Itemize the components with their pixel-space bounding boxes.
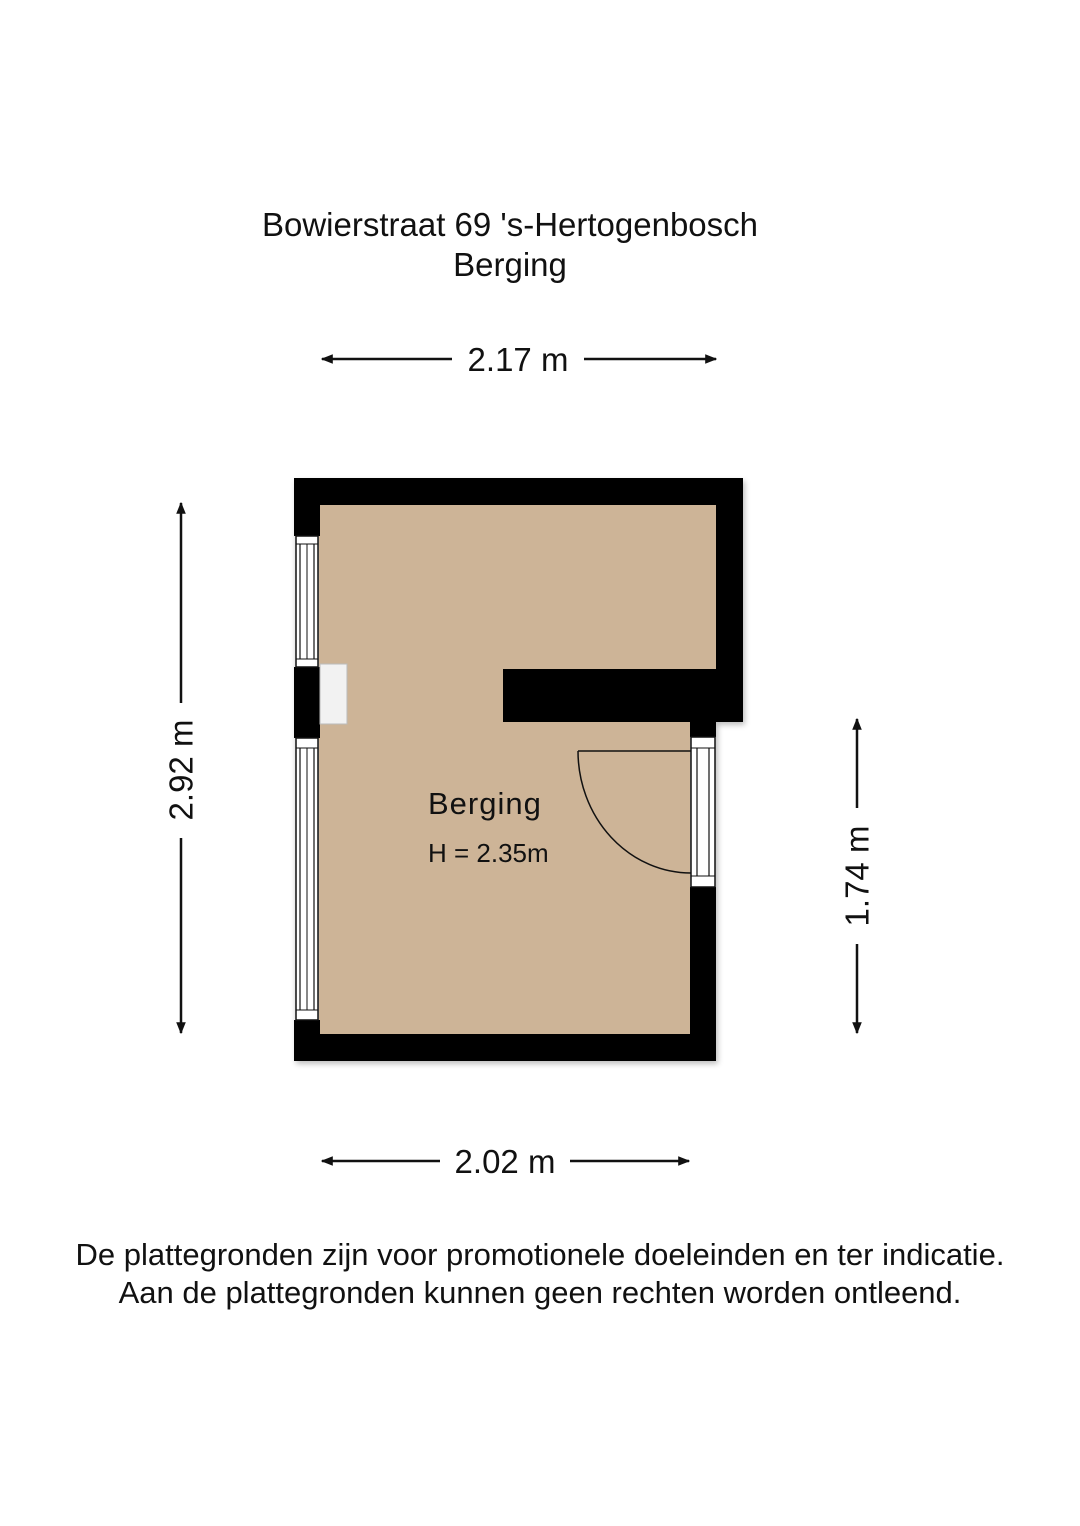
window-left-lower xyxy=(296,738,318,1020)
dimension-left-label: 2.92 m xyxy=(162,719,200,821)
dimension-bottom xyxy=(322,1143,689,1180)
address-title: Bowierstraat 69 's-Hertogenbosch xyxy=(261,206,759,243)
dimension-left xyxy=(163,503,200,1033)
dimension-bottom-label: 2.02 m xyxy=(454,1143,556,1180)
room-floor xyxy=(319,503,716,1034)
dimension-top xyxy=(322,341,716,378)
dimension-top-label: 2.17 m xyxy=(467,341,569,378)
left-wall-middle xyxy=(294,667,320,738)
bottom-wall xyxy=(294,1034,716,1061)
dimension-right xyxy=(839,719,876,1033)
window-left-upper xyxy=(296,536,318,667)
room-height: H = 2.35m xyxy=(428,838,549,868)
disclaimer xyxy=(0,1236,1080,1312)
disclaimer-line-2: Aan de plattegronden kunnen geen rechten worden ontleend. xyxy=(118,1275,962,1310)
left-wall-top xyxy=(294,478,320,536)
interior-wall xyxy=(503,669,743,722)
right-wall-above-door xyxy=(690,722,716,737)
left-wall-bottom xyxy=(294,1020,320,1061)
door-frame xyxy=(691,737,715,887)
room-name: Berging xyxy=(428,786,542,821)
disclaimer-line-1: De plattegronden zijn voor promotionele doeleinden en ter indicatie. xyxy=(75,1237,1005,1272)
floor-title: Berging xyxy=(453,246,567,283)
meter-box xyxy=(320,664,347,724)
top-wall xyxy=(294,478,743,505)
dimension-right-label: 1.74 m xyxy=(838,825,876,927)
